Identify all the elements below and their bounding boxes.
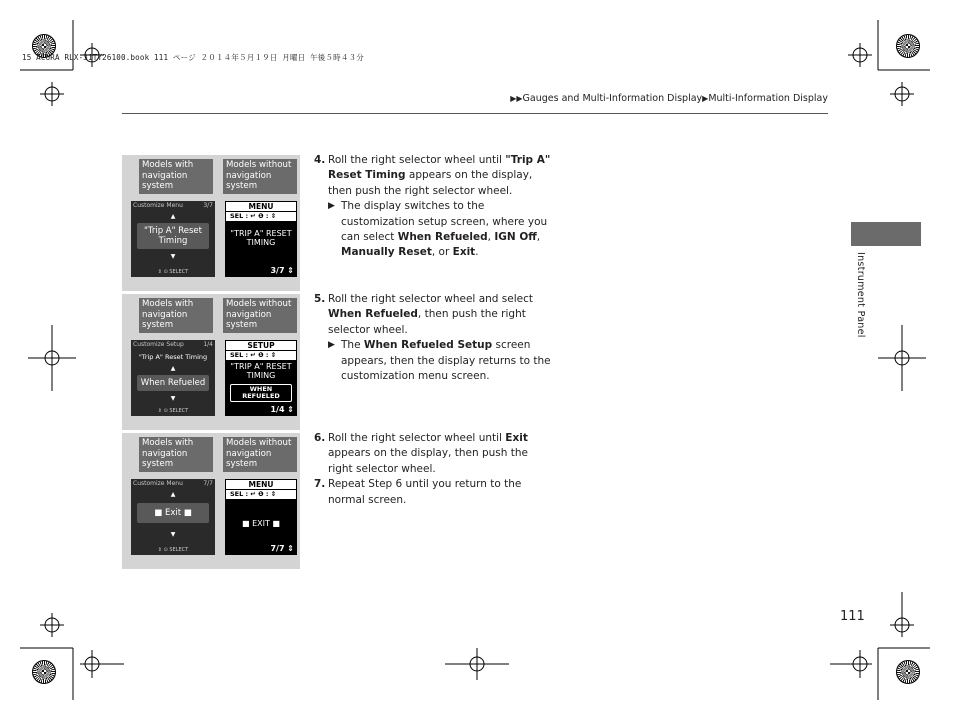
figure-panel-trip-a	[122, 155, 300, 291]
up-arrow-icon: ▲	[170, 491, 176, 498]
caption-without-nav: Models without navigation system	[223, 159, 297, 194]
breadcrumb-separator: ▶	[702, 94, 709, 103]
nav-screen-title: Customize Menu	[133, 202, 183, 209]
down-arrow-icon: ▼	[170, 253, 176, 260]
up-arrow-icon: ▲	[170, 213, 176, 220]
nav-screen-page: 7/7	[203, 480, 213, 487]
caption-without-nav: Models without navigation system	[223, 437, 297, 472]
breadcrumb-marker: ▶▶	[510, 94, 523, 103]
page-number: 111	[840, 609, 865, 624]
step-result-text: The When Refueled Setup screen appears, then the display returns to the customization menu screen.	[341, 339, 551, 383]
nav-menu-item: "Trip A" Reset Timing	[137, 223, 209, 249]
nav-screen-footer: ⇕ ⊙ SELECT	[157, 408, 189, 414]
result-arrow-icon: ▶	[328, 201, 335, 212]
nav-screen-header	[133, 480, 213, 487]
breadcrumb-current[interactable]: Multi-Information Display	[708, 93, 828, 104]
color-registration-mark	[896, 34, 920, 58]
mid-screen	[225, 479, 297, 555]
caption-with-nav: Models with navigation system	[139, 159, 213, 194]
mid-screen-title: MENU	[226, 202, 296, 211]
mid-screen	[225, 201, 297, 277]
mid-screen-selected-option: WHEN REFUELED	[230, 384, 292, 402]
step-result	[328, 199, 554, 261]
nav-screen-page: 3/7	[203, 202, 213, 209]
mid-screen-select-hint: SEL : ↵ ❶ : ⇕	[226, 351, 296, 360]
step-number: 5.	[314, 293, 326, 305]
mid-screen-page: 1/4 ⇕	[270, 405, 294, 414]
mid-screen-page: 3/7 ⇕	[270, 266, 294, 275]
step-6	[314, 431, 554, 508]
mid-screen	[225, 340, 297, 416]
mid-screen-item: ■ EXIT ■	[242, 519, 280, 528]
down-arrow-icon: ▼	[170, 531, 176, 538]
caption-without-nav: Models without navigation system	[223, 298, 297, 333]
step-4	[314, 153, 554, 261]
step-number: 7.	[314, 478, 326, 491]
step-text: Repeat Step 6 until you return to the normal screen.	[328, 478, 522, 506]
caption-with-nav: Models with navigation system	[139, 437, 213, 472]
step-text: Roll the right selector wheel and select When Refueled, then push the right selector wheel.	[328, 293, 533, 336]
breadcrumb	[510, 93, 828, 104]
section-tab[interactable]	[851, 222, 921, 246]
up-arrow-icon: ▲	[170, 365, 176, 372]
header-rule	[122, 113, 828, 114]
step-text: Roll the right selector wheel until Exit appears on the display, then push the right selector wheel.	[328, 432, 528, 475]
color-registration-mark	[896, 660, 920, 684]
nav-screen-title: Customize Menu	[133, 480, 183, 487]
step-text: Roll the right selector wheel until "Trip A" Reset Timing appears on the display, then push the right selector wheel.	[328, 154, 551, 197]
step-result	[328, 338, 554, 384]
nav-screen-header	[133, 202, 213, 209]
nav-menu-item: When Refueled	[137, 375, 209, 391]
mid-screen-select-hint: SEL : ↵ ❶ : ⇕	[226, 490, 296, 499]
caption-with-nav: Models with navigation system	[139, 298, 213, 333]
color-registration-mark	[32, 660, 56, 684]
result-arrow-icon: ▶	[328, 340, 335, 351]
nav-screen-page: 1/4	[203, 341, 213, 348]
step-result-text: The display switches to the customization setup screen, where you can select When Refueled, IGN Off, Manually Reset, or Exit.	[341, 200, 548, 259]
print-header: 15 ACURA RLX-31TY26100.book 111 ページ ２０１４年５月１９日 月曜日 午後５時４３分	[22, 53, 364, 62]
nav-menu-item: ■ Exit ■	[137, 503, 209, 523]
down-arrow-icon: ▼	[170, 395, 176, 402]
nav-screen	[131, 201, 215, 277]
section-tab-label: Instrument Panel	[855, 252, 866, 338]
nav-screen-footer: ⇕ ⊙ SELECT	[157, 547, 189, 553]
figure-panel-exit	[122, 433, 300, 569]
mid-screen-item: "TRIP A" RESET TIMING	[230, 229, 292, 247]
nav-screen-footer: ⇕ ⊙ SELECT	[157, 269, 189, 275]
nav-screen-title: Customize Setup	[133, 341, 184, 348]
nav-screen	[131, 340, 215, 416]
mid-screen-title: MENU	[226, 480, 296, 489]
step-number: 4.	[314, 154, 326, 166]
nav-screen	[131, 479, 215, 555]
mid-screen-item: "TRIP A" RESET TIMING	[230, 362, 292, 380]
nav-screen-header	[133, 341, 213, 348]
breadcrumb-section[interactable]: Gauges and Multi-Information Display	[522, 93, 703, 104]
step-5	[314, 292, 554, 384]
mid-screen-select-hint: SEL : ↵ ❶ : ⇕	[226, 212, 296, 221]
figure-panel-when-refueled	[122, 294, 300, 430]
mid-screen-title: SETUP	[226, 341, 296, 350]
nav-screen-subtitle: "Trip A" Reset Timing	[138, 353, 208, 361]
step-number: 6.	[314, 432, 326, 444]
step-7	[314, 477, 554, 508]
mid-screen-page: 7/7 ⇕	[270, 544, 294, 553]
